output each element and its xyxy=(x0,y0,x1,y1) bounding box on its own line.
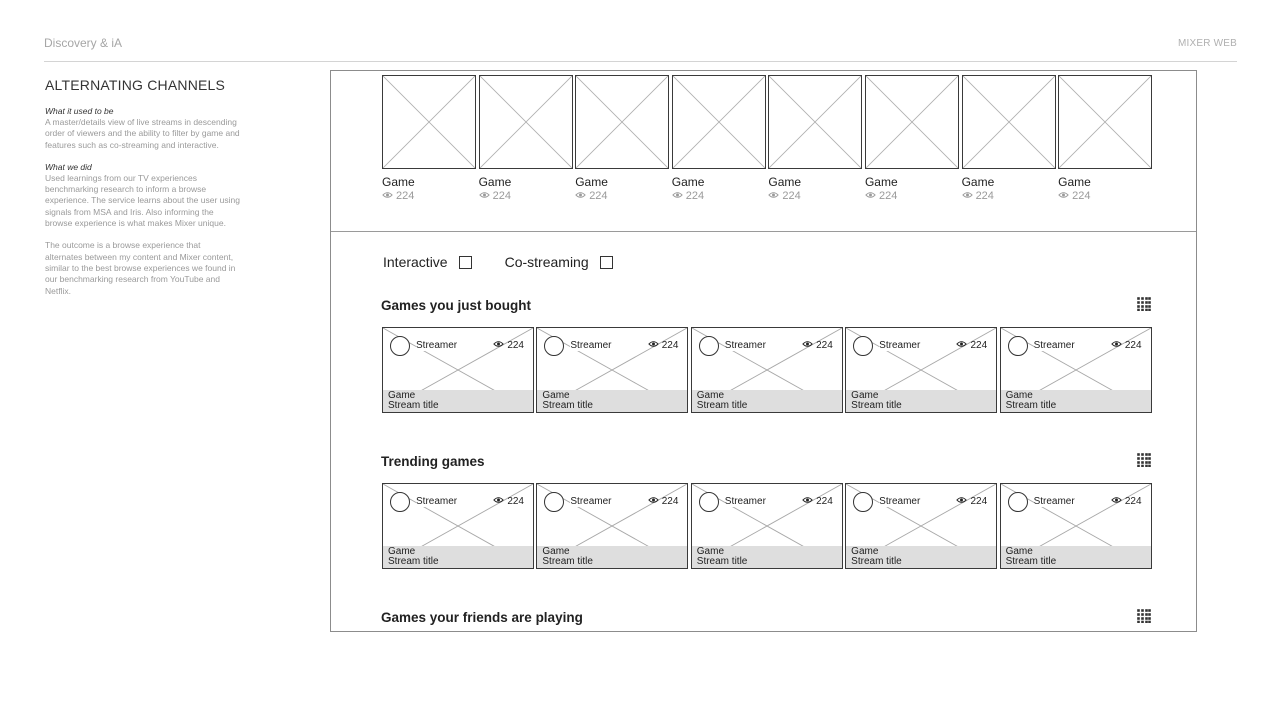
header-left-title: Discovery & iA xyxy=(44,36,123,50)
sidebar-title: ALTERNATING CHANNELS xyxy=(45,77,226,93)
game-thumbnail-placeholder xyxy=(865,75,959,169)
header-right-title: MIXER WEB xyxy=(1177,38,1237,49)
game-viewers xyxy=(1058,190,1152,202)
card-game-name: Game xyxy=(696,390,725,401)
game-viewers xyxy=(768,190,862,202)
stream-card[interactable] xyxy=(845,483,997,569)
avatar xyxy=(1008,336,1028,356)
stream-card[interactable] xyxy=(382,483,534,569)
game-viewers xyxy=(382,190,476,202)
game-name: Game xyxy=(671,175,705,189)
card-stream-title: Stream title xyxy=(696,400,748,411)
note-body: Used learnings from our TV experiences benchmarking research to inform a browse experience. The service learns about the user using signals from MSA and Iris. Also informing the browse experience is what makes Mixer unique. xyxy=(45,172,240,229)
viewer-count: 224 xyxy=(1072,190,1091,202)
viewer-count: 224 xyxy=(878,190,898,202)
card-viewers xyxy=(956,496,987,507)
game-name: Game xyxy=(575,175,608,189)
filter-co-streaming[interactable] xyxy=(505,254,613,270)
game-tile[interactable] xyxy=(479,75,573,202)
viewer-count: 224 xyxy=(1124,340,1142,351)
eye-icon xyxy=(479,190,490,202)
card-game-name: Game xyxy=(388,390,416,401)
streamer-name: Streamer xyxy=(416,340,458,351)
card-game-name: Game xyxy=(1005,546,1033,557)
game-name: Game xyxy=(961,175,995,189)
section-title: Games you just bought xyxy=(381,298,532,313)
viewer-count: 224 xyxy=(816,340,833,351)
streamer-name: Streamer xyxy=(724,496,766,507)
streamer-name: Streamer xyxy=(1033,340,1075,351)
game-tile[interactable] xyxy=(768,75,862,202)
stream-card[interactable] xyxy=(691,327,843,413)
card-game-name: Game xyxy=(1005,390,1033,401)
viewer-count: 224 xyxy=(661,496,679,507)
stream-card[interactable] xyxy=(1000,327,1152,413)
stream-card[interactable] xyxy=(382,327,534,413)
card-viewers xyxy=(802,496,833,507)
note-body: The outcome is a browse experience that alternates between my content and Mixer content, similar to the best browse experiences we found in our benchmarking research from YouTube and Netflix. xyxy=(45,240,236,296)
avatar xyxy=(390,336,410,356)
game-thumbnail-placeholder xyxy=(768,75,862,169)
filter-interactive[interactable] xyxy=(383,254,472,270)
filter-label: Co-streaming xyxy=(504,254,589,270)
streamer-name: Streamer xyxy=(1033,496,1075,507)
note-used-to-be xyxy=(45,106,240,151)
section-divider xyxy=(331,231,1196,232)
wireframe-frame xyxy=(330,70,1197,632)
stream-card-row xyxy=(382,327,1154,413)
viewer-count: 224 xyxy=(816,496,833,507)
card-viewers xyxy=(1111,340,1142,351)
card-stream-title: Stream title xyxy=(388,556,439,567)
header-divider xyxy=(44,61,1237,62)
note-subtitle: What it used to be xyxy=(45,106,114,116)
grid-icon[interactable] xyxy=(1137,297,1151,311)
game-thumbnail-placeholder xyxy=(1058,75,1152,169)
viewer-count: 224 xyxy=(492,190,511,202)
eye-icon xyxy=(575,190,586,202)
game-tile[interactable] xyxy=(865,75,959,202)
eye-icon xyxy=(768,190,779,202)
card-stream-title: Stream title xyxy=(851,400,902,411)
card-game-name: Game xyxy=(542,546,570,557)
viewer-count: 224 xyxy=(396,190,415,202)
avatar xyxy=(699,336,719,356)
stream-card[interactable] xyxy=(1000,483,1152,569)
viewer-count: 224 xyxy=(507,496,524,507)
card-stream-title: Stream title xyxy=(851,556,902,567)
game-tile-row xyxy=(382,75,1155,202)
streamer-name: Streamer xyxy=(724,340,766,351)
game-name: Game xyxy=(768,175,802,189)
streamer-name: Streamer xyxy=(416,496,458,507)
viewer-count: 224 xyxy=(1124,496,1142,507)
eye-icon xyxy=(865,190,876,202)
game-viewers xyxy=(575,190,669,202)
card-viewers xyxy=(802,340,833,351)
game-thumbnail-placeholder xyxy=(575,75,669,169)
card-stream-title: Stream title xyxy=(1005,556,1057,567)
filter-bar xyxy=(383,254,646,270)
game-viewers xyxy=(479,190,573,202)
stream-card[interactable] xyxy=(845,327,997,413)
stream-card[interactable] xyxy=(536,327,688,413)
eye-icon xyxy=(802,496,813,507)
streamer-name: Streamer xyxy=(879,496,921,507)
eye-icon xyxy=(648,496,659,507)
eye-icon xyxy=(1111,340,1122,351)
stream-card-row xyxy=(382,483,1154,569)
streamer-name: Streamer xyxy=(879,340,921,351)
game-tile[interactable] xyxy=(672,75,766,202)
streamer-name: Streamer xyxy=(570,496,612,507)
viewer-count: 224 xyxy=(589,190,608,202)
card-stream-title: Stream title xyxy=(542,400,593,411)
card-stream-title: Stream title xyxy=(696,556,748,567)
card-viewers xyxy=(493,340,524,351)
eye-icon xyxy=(493,496,504,507)
game-name: Game xyxy=(478,175,512,189)
streamer-name: Streamer xyxy=(570,340,612,351)
section-title: Trending games xyxy=(381,454,485,469)
card-game-name: Game xyxy=(542,390,570,401)
co-streaming-checkbox[interactable] xyxy=(600,256,613,269)
viewer-count: 224 xyxy=(661,340,679,351)
viewer-count: 224 xyxy=(685,190,705,202)
viewer-count: 224 xyxy=(970,496,988,507)
eye-icon xyxy=(962,190,973,202)
card-stream-title: Stream title xyxy=(1005,400,1057,411)
eye-icon xyxy=(493,340,504,351)
game-name: Game xyxy=(382,175,415,189)
game-name: Game xyxy=(864,175,898,189)
section-title: Games your friends are playing xyxy=(381,610,583,625)
game-tile[interactable] xyxy=(575,75,669,202)
grid-icon[interactable] xyxy=(1137,453,1151,467)
sidebar-notes xyxy=(45,77,240,308)
card-viewers xyxy=(1111,496,1142,507)
stream-card[interactable] xyxy=(691,483,843,569)
grid-icon[interactable] xyxy=(1137,609,1151,623)
card-stream-title: Stream title xyxy=(542,556,593,567)
card-stream-title: Stream title xyxy=(388,400,439,411)
avatar xyxy=(1008,492,1028,512)
viewer-count: 224 xyxy=(782,190,801,202)
game-thumbnail-placeholder xyxy=(382,75,476,169)
card-viewers xyxy=(648,340,679,351)
note-what-we-did xyxy=(45,162,240,229)
stream-card[interactable] xyxy=(536,483,688,569)
note-body: A master/details view of live streams in descending order of viewers and the ability to filter by game and features such as co-streaming and interactive. xyxy=(45,117,240,150)
interactive-checkbox[interactable] xyxy=(459,256,472,269)
viewer-count: 224 xyxy=(970,340,988,351)
note-subtitle: What we did xyxy=(45,161,92,172)
card-game-name: Game xyxy=(851,546,879,557)
card-viewers xyxy=(956,340,987,351)
eye-icon xyxy=(648,340,659,351)
eye-icon xyxy=(802,340,813,351)
card-viewers xyxy=(493,496,524,507)
game-thumbnail-placeholder xyxy=(479,75,573,169)
game-viewers xyxy=(672,190,766,202)
avatar xyxy=(390,492,410,512)
card-game-name: Game xyxy=(696,546,725,557)
card-game-name: Game xyxy=(851,390,879,401)
game-viewers xyxy=(865,190,959,202)
game-thumbnail-placeholder xyxy=(962,75,1056,169)
filter-label: Interactive xyxy=(383,254,448,270)
game-thumbnail-placeholder xyxy=(672,75,766,169)
viewer-count: 224 xyxy=(975,190,994,202)
eye-icon xyxy=(1058,190,1069,202)
game-viewers xyxy=(962,190,1056,202)
eye-icon xyxy=(956,496,967,507)
avatar xyxy=(699,492,719,512)
card-game-name: Game xyxy=(388,546,416,557)
eye-icon xyxy=(1111,496,1122,507)
game-tile[interactable] xyxy=(962,75,1056,202)
game-name: Game xyxy=(1058,175,1091,189)
note-outcome xyxy=(45,240,240,296)
game-tile[interactable] xyxy=(1058,75,1152,202)
eye-icon xyxy=(672,190,683,202)
card-viewers xyxy=(648,496,679,507)
eye-icon xyxy=(382,190,393,202)
viewer-count: 224 xyxy=(507,340,524,351)
eye-icon xyxy=(956,340,967,351)
game-tile[interactable] xyxy=(382,75,476,202)
